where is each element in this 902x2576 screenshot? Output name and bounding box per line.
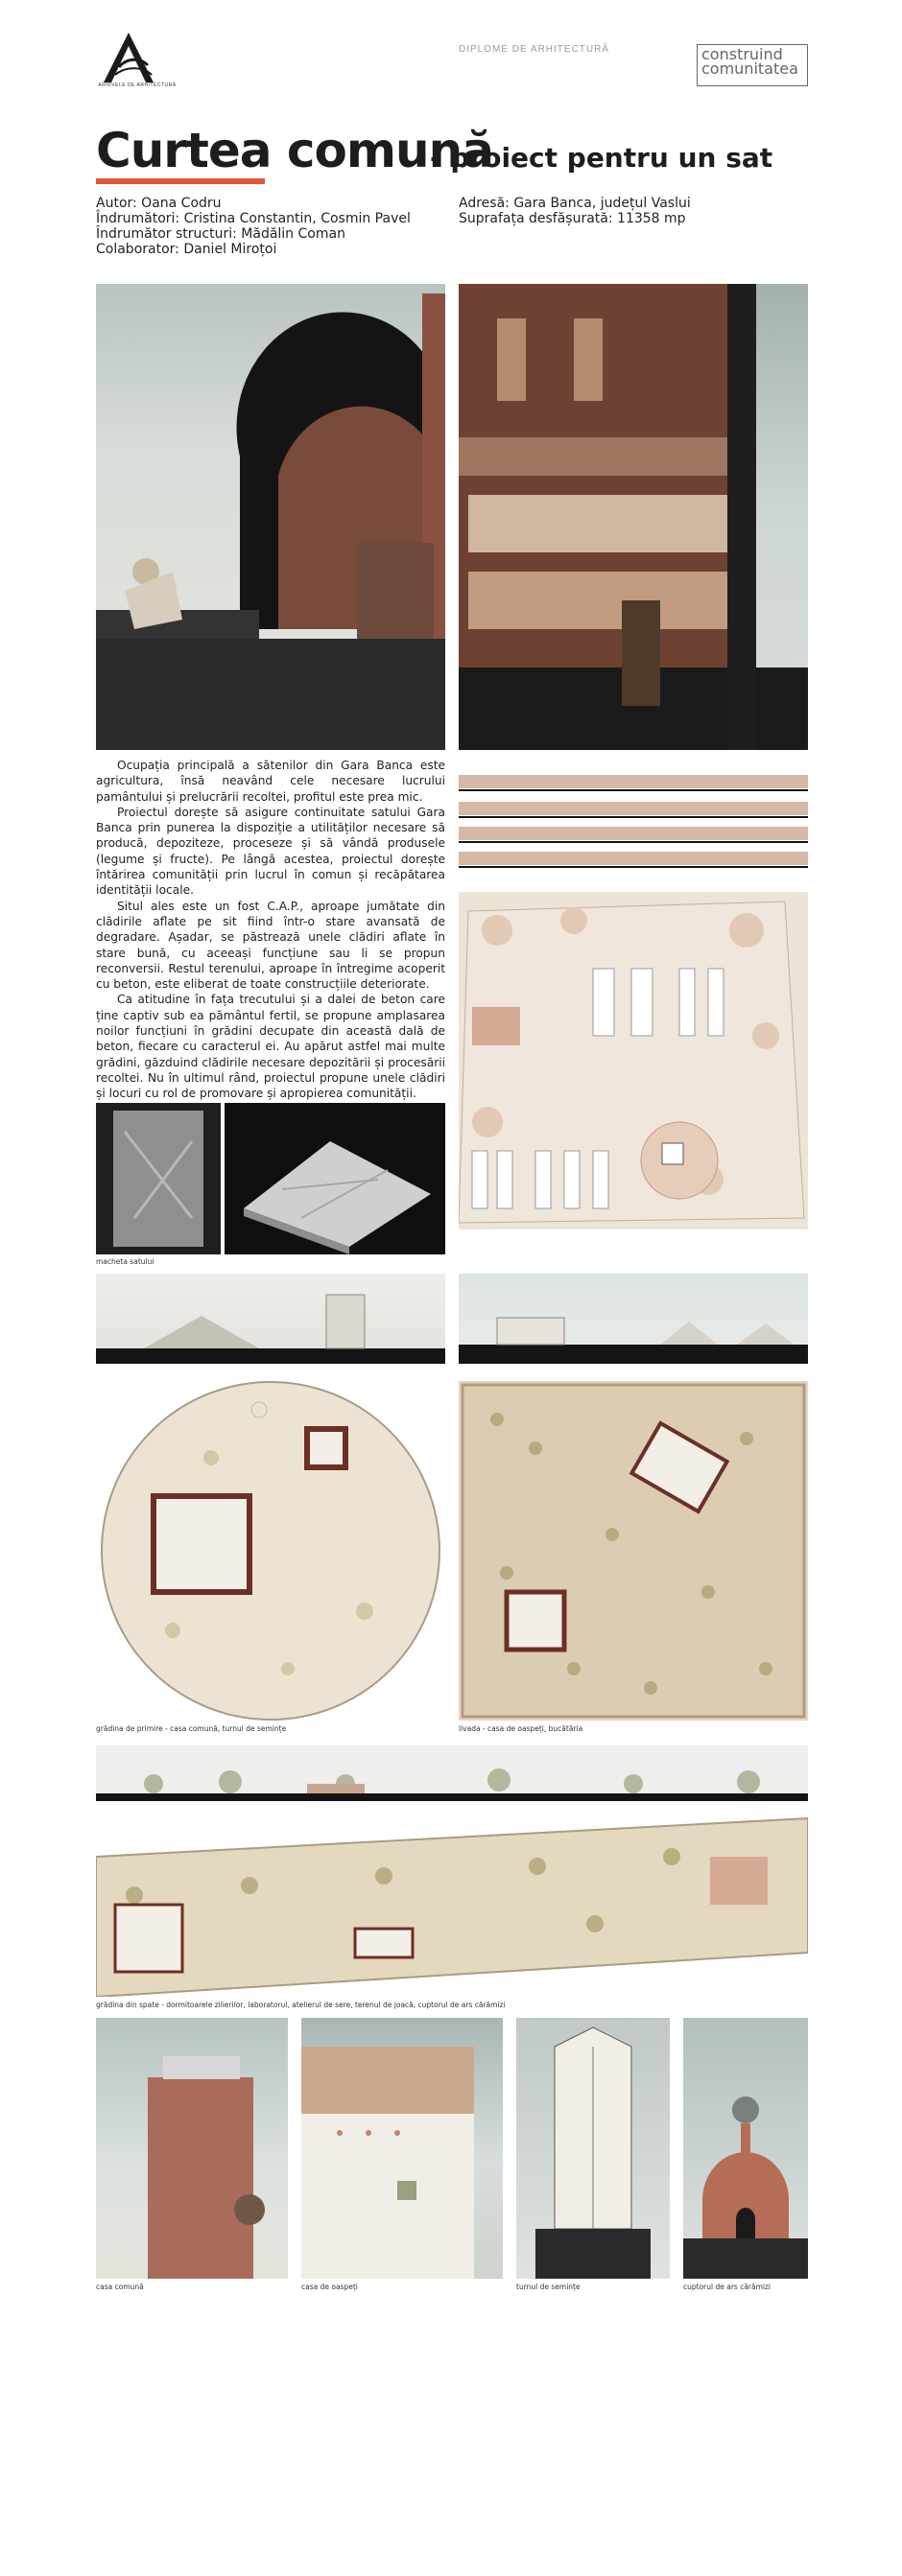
page-title: Curtea comună	[96, 123, 493, 178]
structure-advisor-line: Îndrumător structuri: Mădălin Coman	[96, 226, 345, 242]
model-photo-perspective	[225, 1103, 445, 1254]
project-description	[96, 758, 445, 1102]
partner-logo: construind comunitatea	[697, 44, 808, 86]
page-subtitle: - proiect pentru un sat	[430, 142, 773, 174]
render-brick-kiln	[683, 2018, 808, 2279]
author-line: Autor: Oana Codru	[96, 196, 222, 211]
address-line: Adresă: Gara Banca, județul Vaslui	[459, 196, 691, 211]
guest-house-caption: casa de oaspeți	[301, 2283, 358, 2291]
hero-render-brick-facade	[459, 284, 808, 750]
model-photo-top	[96, 1103, 221, 1254]
credits-right	[459, 196, 691, 226]
paragraph: Proiectul dorește să asigure continuitate satului Gara Banca prin punerea la dispoziție a utilităților necesare să producă, depoziteze, proceseze și să vândă produsele (legume și fructe). Pe lângă acestea, proiectul dorește întărirea comunității prin lucrul în comun și recăpătarea identității locale.	[96, 805, 445, 898]
long-elevation	[96, 1745, 808, 1801]
seed-tower-caption: turnul de semințe	[516, 2283, 581, 2291]
orchard-caption: livada - casa de oaspeți, bucătăria	[459, 1724, 583, 1733]
series-label: DIPLOME DE ARHITECTURĂ	[459, 44, 610, 55]
render-common-house	[96, 2018, 288, 2279]
title-underline	[96, 178, 265, 184]
render-guest-house	[301, 2018, 503, 2279]
common-house-caption: casa comună	[96, 2283, 144, 2291]
brick-kiln-caption: cuptorul de ars cărămizi	[683, 2283, 771, 2291]
front-garden-caption: grădina de primire - casa comună, turnul de semințe	[96, 1724, 287, 1733]
hero-render-brick-vault	[96, 284, 445, 750]
area-line: Suprafața desfășurată: 11358 mp	[459, 211, 686, 226]
collaborator-line: Colaborator: Daniel Miroțoi	[96, 242, 277, 257]
back-garden-plan	[96, 1809, 808, 1997]
elevation-left	[96, 1274, 445, 1364]
site-plan	[459, 892, 808, 1229]
elevation-right	[459, 1274, 808, 1364]
school-logo-icon	[98, 29, 159, 88]
back-garden-caption: grădina din spate - dormitoarele zilierilor, laboratorul, atelierul de sere, terenul de joacă, cuptorul de ars cărămizi	[96, 2001, 506, 2009]
model-caption: macheta satului	[96, 1257, 154, 1266]
front-garden-plan	[96, 1381, 445, 1721]
paragraph: Ca atitudine în fața trecutului și a dalei de beton care ține captiv sub ea pământul fertil, se propune amplasarea noilor funcțiuni în grădini decupate din această dală de beton, fiecare cu caracterul ei. Au apărut astfel mai multe grădini, găzduind clădirile necesare depozitării și procesării recoltei. Nu în ultimul rând, proiectul propune unele clădiri și locuri cu rol de promovare și apropierea comunității.	[96, 993, 445, 1101]
credits-left	[96, 196, 411, 257]
render-seed-tower	[516, 2018, 670, 2279]
paragraph: Situl ales este un fost C.A.P., aproape jumătate din clădirile aflate pe sit fiind într-o stare avansată de degradare. Așadar, se păstrează unele clădiri aflate în stare bună, cu aceeași funcțiune sau li se propun reconversii. Restul terenului, aproape în întregime acoperit cu beton, este eliberat de toate construcțiile deteriorate.	[96, 899, 445, 992]
site-sections-strip	[459, 775, 808, 875]
advisors-line: Îndrumători: Cristina Constantin, Cosmin Pavel	[96, 211, 411, 226]
orchard-plan	[459, 1381, 808, 1721]
school-caption: ARHIVELE DE ARHITECTURĂ	[98, 82, 177, 88]
paragraph: Ocupația principală a sătenilor din Gara Banca este agricultura, însă neavând cele necesare lucrului pamântului și prelucrării recoltei, profitul este prea mic.	[96, 759, 445, 804]
